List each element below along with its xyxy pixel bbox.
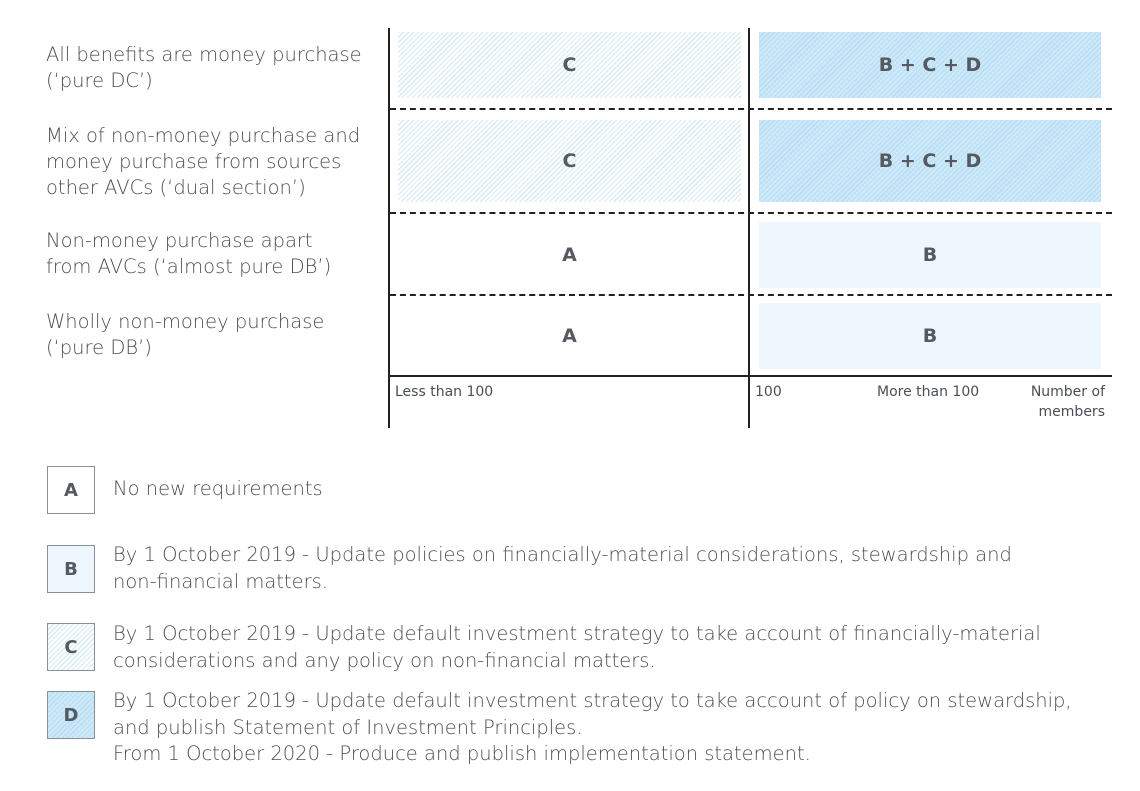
- row-divider: [390, 108, 1112, 110]
- row-label-almost-pure-db: Non-money purchase apart from AVCs (‘almost pure DB’): [46, 229, 332, 278]
- row-divider: [390, 212, 1112, 214]
- cell-pure-dc-small: C: [398, 32, 741, 98]
- axis-title-number-of-members: Number of members: [1030, 384, 1105, 420]
- cell-almost-pure-db-small: A: [562, 244, 577, 266]
- key-box-a: A: [47, 466, 95, 514]
- threshold-line: [748, 28, 750, 428]
- row-divider: [390, 294, 1112, 296]
- x-axis-line: [388, 375, 1112, 377]
- cell-dual-section-small: C: [398, 120, 741, 202]
- cell-pure-db-small: A: [562, 325, 577, 347]
- key-text-d: By 1 October 2019 - Update default investment strategy to take account of policy on stewardship, and publish Statement of Investment Principles. From 1 October 2020 - Produce and publish implementation statement.: [113, 689, 1072, 765]
- row-label-dual-section: Mix of non-money purchase and money purchase from sources other AVCs (‘dual section’): [46, 124, 361, 199]
- cell-dual-section-large: B + C + D: [759, 120, 1101, 202]
- axis-label-more-than-100: More than 100: [877, 384, 980, 400]
- row-label-pure-db: Wholly non-money purchase (‘pure DB’): [46, 310, 325, 359]
- cell-pure-dc-large: B + C + D: [759, 32, 1101, 98]
- axis-label-100: 100: [755, 384, 782, 400]
- key-box-c: C: [47, 623, 95, 671]
- cell-pure-db-large: B: [759, 303, 1101, 369]
- key-text-a: No new requirements: [113, 477, 323, 500]
- axis-label-less-than-100: Less than 100: [395, 384, 494, 400]
- row-label-pure-dc: All benefits are money purchase (‘pure DC’): [46, 43, 362, 92]
- key-box-b: B: [47, 545, 95, 593]
- key-box-d: D: [47, 691, 95, 739]
- cell-almost-pure-db-large: B: [759, 222, 1101, 288]
- key-text-c: By 1 October 2019 - Update default investment strategy to take account of financially-material considerations and any policy on non-financial matters.: [113, 622, 1041, 672]
- key-text-b: By 1 October 2019 - Update policies on financially-material considerations, stewardship and non-financial matters.: [113, 543, 1012, 593]
- left-axis-line: [388, 28, 390, 428]
